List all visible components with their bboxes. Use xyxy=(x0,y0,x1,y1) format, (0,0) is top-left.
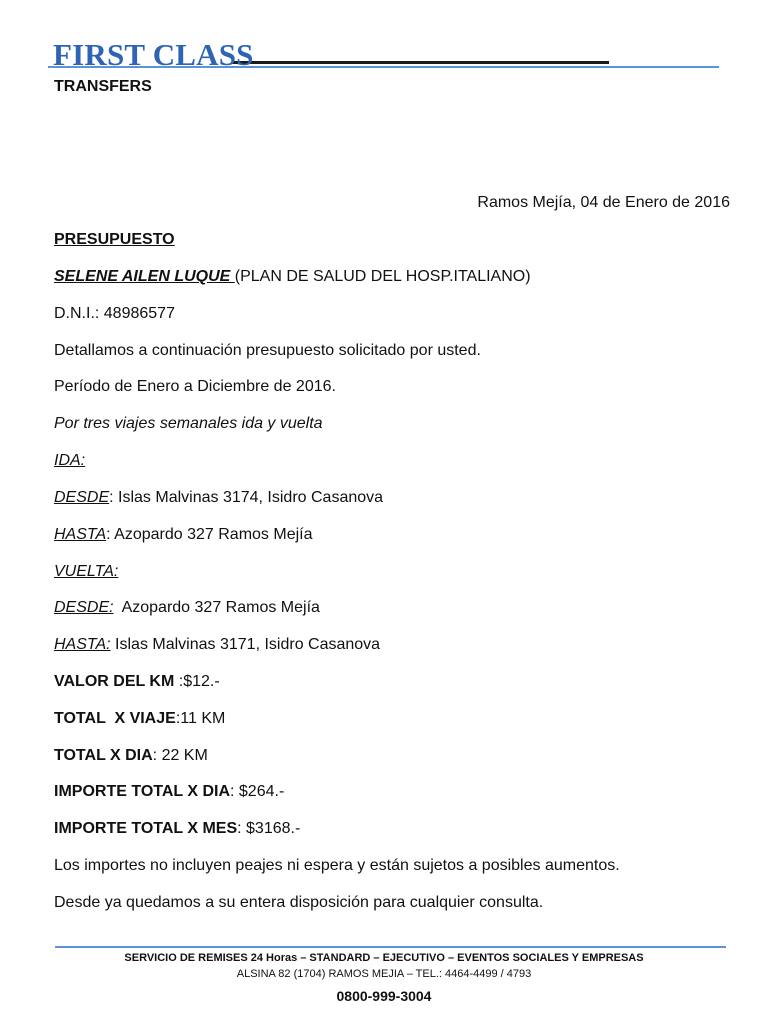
vuelta-from-label: DESDE: xyxy=(54,599,114,616)
ida-from xyxy=(54,488,383,508)
pricing-label: IMPORTE TOTAL X MES xyxy=(54,820,238,837)
client-name: SELENE AILEN LUQUE xyxy=(54,268,235,285)
letter-date: Ramos Mejía, 04 de Enero de 2016 xyxy=(477,194,730,211)
vuelta-from-value: Azopardo 327 Ramos Mejía xyxy=(113,599,320,616)
vuelta-to-label: HASTA: xyxy=(54,636,111,653)
header-rule-black xyxy=(232,61,609,64)
vuelta-from xyxy=(54,598,320,618)
pricing-note: Los importes no incluyen peajes ni espera y están sujetos a posibles aumentos. xyxy=(54,857,620,874)
client-dni: D.N.I.: 48986577 xyxy=(54,305,175,322)
pricing-value: :11 KM xyxy=(175,710,226,727)
footer-address: ALSINA 82 (1704) RAMOS MEJIA – TEL.: 4464-4499 / 4793 xyxy=(236,968,532,980)
pricing-day-km xyxy=(54,746,208,766)
ida-to-value: : Azopardo 327 Ramos Mejía xyxy=(106,526,313,543)
pricing-label: TOTAL X VIAJE xyxy=(54,710,176,727)
ida-to-label: HASTA xyxy=(54,526,107,543)
pricing-km xyxy=(54,672,220,692)
brand-subtitle: TRANSFERS xyxy=(54,78,152,95)
client-plan: (PLAN DE SALUD DEL HOSP.ITALIANO) xyxy=(234,268,531,285)
footer-phone: 0800-999-3004 xyxy=(336,988,432,1004)
vuelta-to-value: Islas Malvinas 3171, Isidro Casanova xyxy=(110,636,381,653)
ida-from-value: : Islas Malvinas 3174, Isidro Casanova xyxy=(109,489,384,506)
pricing-label: IMPORTE TOTAL X DIA xyxy=(54,783,231,800)
frequency-text: Por tres viajes semanales ida y vuelta xyxy=(54,415,323,432)
pricing-value: : $264.- xyxy=(230,783,285,800)
footer-rule xyxy=(55,946,726,948)
pricing-value: :$12.- xyxy=(178,673,220,690)
pricing-label: TOTAL X DIA xyxy=(54,747,153,764)
ida-to xyxy=(54,525,313,545)
pricing-day-total xyxy=(54,782,284,802)
client-line xyxy=(54,267,531,287)
ida-from-label: DESDE xyxy=(54,489,110,506)
ida-title: IDA: xyxy=(54,452,86,469)
period-text: Período de Enero a Diciembre de 2016. xyxy=(54,378,336,395)
letter-heading: PRESUPUESTO xyxy=(54,231,175,248)
brand-title: FIRST CLASS xyxy=(53,37,254,72)
footer-services: SERVICIO DE REMISES 24 Horas – STANDARD – EJECUTIVO – EVENTOS SOCIALES Y EMPRESAS xyxy=(124,952,644,964)
pricing-trip xyxy=(54,709,225,729)
pricing-value: : 22 KM xyxy=(152,747,208,764)
pricing-value: : $3168.- xyxy=(237,820,301,837)
pricing-label: VALOR DEL KM xyxy=(54,673,179,690)
vuelta-title: VUELTA: xyxy=(54,563,119,580)
intro-text: Detallamos a continuación presupuesto solicitado por usted. xyxy=(54,342,481,359)
vuelta-to xyxy=(54,635,380,655)
closing-text: Desde ya quedamos a su entera disposición para cualquier consulta. xyxy=(54,894,544,911)
pricing-month-total xyxy=(54,819,300,839)
